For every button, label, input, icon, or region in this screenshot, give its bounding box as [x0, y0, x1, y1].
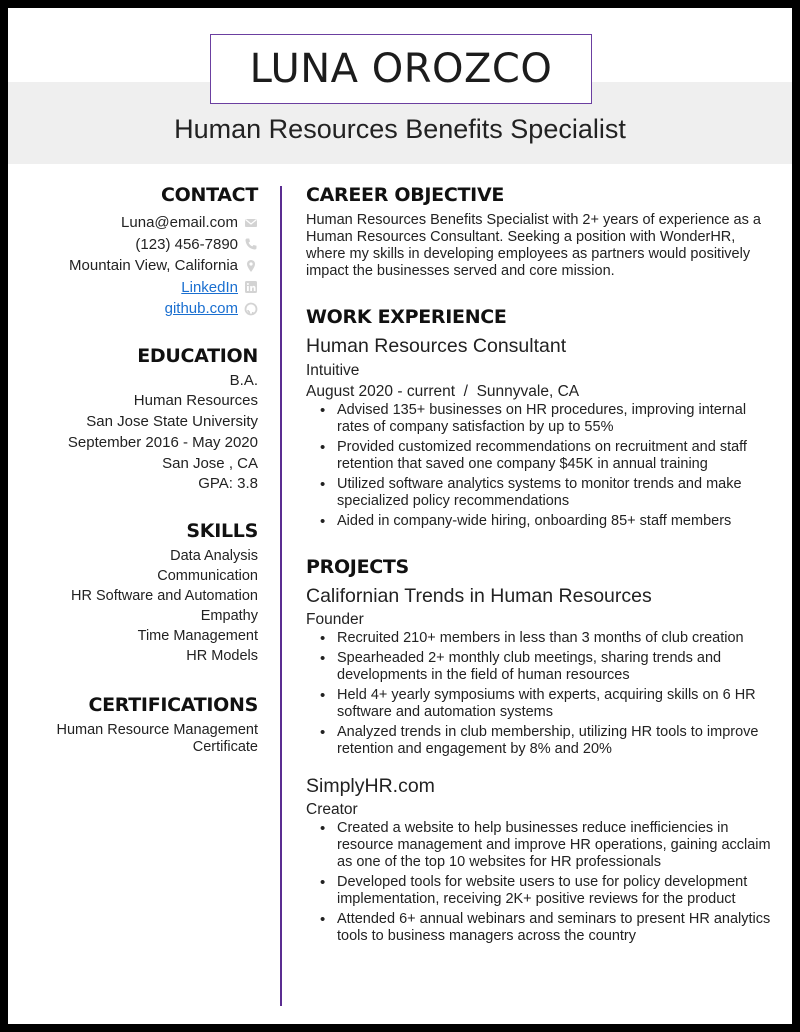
education-location: San Jose , CA — [162, 454, 258, 472]
column-divider — [280, 186, 282, 1006]
name-box — [210, 34, 592, 104]
certifications-heading: CERTIFICATIONS — [88, 694, 258, 717]
experience-bullet: • Provided customized recommendations on recruitment and staff retention that saved one company $45K in annual training — [320, 439, 776, 473]
experience-bullets — [320, 402, 776, 530]
education-degree: B.A. — [229, 371, 258, 389]
envelope-icon — [244, 216, 258, 230]
phone-icon — [244, 237, 258, 251]
github-link[interactable]: github.com — [164, 300, 238, 318]
project-bullet: • Analyzed trends in club membership, utilizing HR tools to improve retention and engagement by 8% and 20% — [320, 724, 776, 758]
github-icon — [244, 302, 258, 316]
contact-phone-row — [30, 234, 258, 256]
project-bullet: • Created a website to help businesses reduce inefficiencies in resource management and improve HR operations, gaining acclaim as one of the top 10 websites for HR professionals — [320, 820, 776, 871]
job-title-headline: Human Resources Benefits Specialist — [174, 114, 626, 144]
project-2-bullets — [320, 820, 776, 945]
project-bullet: • Recruited 210+ members in less than 3 months of club creation — [320, 630, 776, 647]
experience-dates-location: August 2020 - current / Sunnyvale, CA — [306, 383, 580, 400]
education-dates: September 2016 - May 2020 — [67, 433, 258, 451]
project-2-role: Creator — [306, 801, 358, 818]
contact-github-row — [30, 298, 258, 320]
linkedin-link[interactable]: LinkedIn — [181, 278, 238, 296]
education-heading: EDUCATION — [137, 344, 258, 367]
contact-location-row — [30, 255, 258, 277]
skill-item: Communication — [157, 568, 258, 585]
skill-item: Time Management — [137, 628, 258, 645]
certification-line-1: Human Resource Management — [56, 722, 258, 739]
skill-item: Empathy — [200, 608, 258, 625]
contact-phone: (123) 456-7890 — [135, 235, 238, 253]
candidate-name: LUNA OROZCO — [249, 46, 553, 92]
linkedin-icon — [244, 280, 258, 294]
location-pin-icon — [244, 259, 258, 273]
project-bullet: • Developed tools for website users to use for policy development implementation, receiving 2K+ positive reviews for the product — [320, 874, 776, 908]
certification-line-2: Certificate — [192, 739, 258, 756]
contact-heading: CONTACT — [161, 184, 258, 206]
education-field: Human Resources — [133, 392, 258, 410]
left-column — [30, 184, 258, 756]
education-gpa: GPA: 3.8 — [198, 475, 258, 493]
experience-company: Intuitive — [306, 362, 360, 379]
contact-email: Luna@email.com — [121, 214, 238, 232]
right-column — [306, 184, 776, 948]
experience-heading: WORK EXPERIENCE — [306, 306, 507, 328]
skill-item: Data Analysis — [170, 548, 258, 565]
contact-linkedin-row — [30, 277, 258, 299]
education-school: San Jose State University — [86, 413, 258, 431]
project-bullet: • Spearheaded 2+ monthly club meetings, sharing trends and developments in the field of human resources — [320, 650, 776, 684]
projects-heading: PROJECTS — [306, 556, 409, 578]
contact-email-row — [30, 212, 258, 234]
project-1-role: Founder — [306, 611, 364, 628]
contact-location: Mountain View, California — [69, 257, 238, 275]
skill-item: HR Models — [186, 648, 258, 665]
project-bullet: • Attended 6+ annual webinars and seminars to present HR analytics tools to business managers across the country — [320, 911, 776, 945]
project-1-title: Californian Trends in Human Resources — [306, 585, 652, 607]
experience-bullet: • Utilized software analytics systems to monitor trends and make specialized policy recommendations — [320, 476, 776, 510]
experience-bullet: • Aided in company-wide hiring, onboarding 85+ staff members — [320, 513, 776, 530]
project-1-bullets — [320, 630, 776, 758]
objective-text: Human Resources Benefits Specialist with 2+ years of experience as a Human Resources Consultant. Seeking a position with WonderHR, where my skills in developing employees as partners would positively impact the businesses served and core mission. — [306, 212, 761, 279]
experience-bullet: • Advised 135+ businesses on HR procedures, improving internal rates of company satisfaction by up to 55% — [320, 402, 776, 436]
skills-heading: SKILLS — [186, 520, 258, 543]
skill-item: HR Software and Automation — [71, 588, 258, 605]
objective-heading: CAREER OBJECTIVE — [306, 184, 505, 206]
experience-job-title: Human Resources Consultant — [306, 335, 567, 357]
project-bullet: • Held 4+ yearly symposiums with experts, acquiring skills on 6 HR software and automation systems — [320, 687, 776, 721]
project-2-title: SimplyHR.com — [306, 775, 435, 797]
